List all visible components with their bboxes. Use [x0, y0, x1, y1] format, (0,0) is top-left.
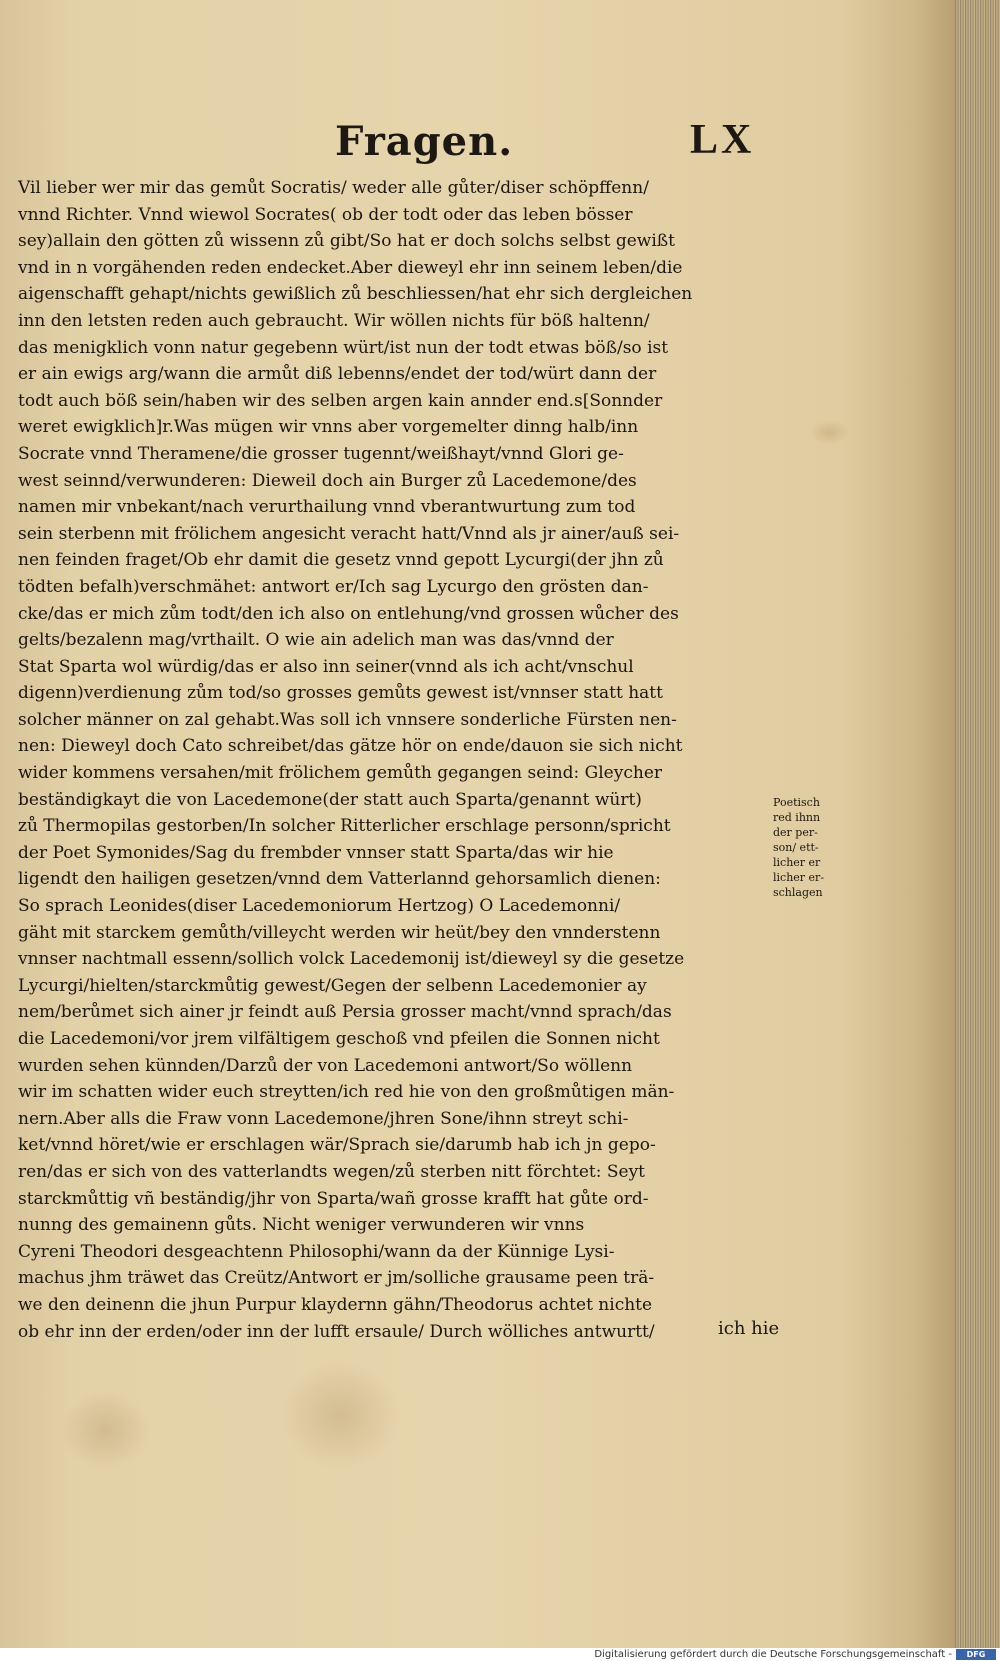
text-line: nem/berůmet sich ainer jr feindt auß Persia grosser macht/vnnd sprach/das	[18, 1002, 672, 1023]
footer-bar	[0, 1648, 1000, 1661]
text-line: namen mir vnbekant/nach verurthailung vnnd vberantwurtung zum tod	[18, 497, 636, 518]
text-line: wider kommens versahen/mit frölichem gemůth gegangen seind: Gleycher	[18, 763, 663, 784]
margin-note-line: son/ ett-	[773, 841, 819, 854]
stain-mark	[280, 1360, 400, 1470]
text-line: der Poet Symonides/Sag du frembder vnnser statt Sparta/das wir hie	[18, 842, 614, 863]
text-line: wir im schatten wider euch streytten/ich red hie von den großmůtigen män-	[18, 1082, 675, 1103]
text-line: starckmůttig vñ beständig/jhr von Sparta/wañ grosse krafft hat gůte ord-	[18, 1188, 649, 1209]
margin-note-line: der per-	[773, 826, 818, 839]
text-line: machus jhm träwet das Creütz/Antwort er jm/solliche grausame peen trä-	[18, 1268, 655, 1289]
margin-note	[773, 795, 853, 900]
text-line: digenn)verdienung zům tod/so grosses gemůts gewest ist/vnnser statt hatt	[18, 683, 663, 704]
text-line: So sprach Leonides(diser Lacedemoniorum Hertzog) O Lacedemonni/	[18, 896, 621, 917]
text-line: vnnser nachtmall essenn/sollich volck Lacedemonij ist/dieweyl sy die gesetze	[18, 949, 685, 970]
text-line: Lycurgi/hielten/starckmůtig gewest/Gegen der selbenn Lacedemonier ay	[18, 975, 647, 996]
page-edges	[955, 0, 1000, 1648]
text-line: weret ewigklich]r.Was mügen wir vnns aber vorgemelter dinng halb/inn	[18, 417, 639, 438]
text-line: nern.Aber alls die Fraw vonn Lacedemone/jhren Sone/ihnn streyt schi-	[18, 1108, 629, 1129]
text-line: inn den letsten reden auch gebraucht. Wir wöllen nichts für böß haltenn/	[18, 310, 650, 331]
text-line: gäht mit starckem gemůth/villeycht werden wir heüt/bey den vnnderstenn	[18, 922, 661, 943]
text-line: solcher männer on zal gehabt.Was soll ich vnnsere sonderliche Fürsten nen-	[18, 709, 677, 730]
stain-mark	[810, 420, 850, 445]
text-line: er ain ewigs arg/wann die armůt diß lebenns/endet der tod/würt dann der	[18, 364, 657, 385]
text-line: vnd in n vorgähenden reden endecket.Aber dieweyl ehr inn seinem leben/die	[18, 257, 683, 278]
margin-note-line: licher er-	[773, 871, 825, 884]
margin-note-line: schlagen	[773, 886, 823, 899]
main-text-block	[18, 175, 770, 1345]
text-line: zů Thermopilas gestorben/In solcher Ritterlicher erschlage personn/spricht	[18, 816, 671, 837]
text-line: Cyreni Theodori desgeachtenn Philosophi/wann da der Künnige Lysi-	[18, 1241, 615, 1262]
text-line: ren/das er sich von des vatterlandts wegen/zů sterben nitt förchtet: Seyt	[18, 1161, 645, 1182]
text-line: Vil lieber wer mir das gemůt Socratis/ weder alle gůter/diser schöpffenn/	[18, 178, 649, 198]
text-line: wurden sehen künnden/Darzů der von Lacedemoni antwort/So wöllenn	[18, 1055, 633, 1076]
text-line: ket/vnnd höret/wie er erschlagen wär/Sprach sie/darumb hab ich jn gepo-	[18, 1135, 656, 1156]
text-line: vnnd Richter. Vnnd wiewol Socrates( ob der todt oder das leben bösser	[18, 204, 633, 225]
text-line: cke/das er mich zům todt/den ich also on entlehung/vnd grossen wůcher des	[18, 603, 679, 624]
text-line: nen: Dieweyl doch Cato schreibet/das gätze hör on ende/dauon sie sich nicht	[18, 736, 683, 757]
margin-note-line: Poetisch	[773, 796, 820, 809]
text-line: sey)allain den götten zů wissenn zů gibt/So hat er doch solchs selbst gewißt	[18, 231, 675, 252]
margin-note-line: red ihnn	[773, 811, 821, 824]
text-line: sein sterbenn mit frölichem angesicht veracht hatt/Vnnd als jr ainer/auß sei-	[18, 523, 680, 544]
folio-number: LX	[690, 117, 755, 163]
text-line: we den deinenn die jhun Purpur klaydernn gähn/Theodorus achtet nichte	[18, 1294, 653, 1315]
text-line: nunng des gemainenn gůts. Nicht weniger verwunderen wir vnns	[18, 1215, 585, 1236]
dfg-logo: DFG	[956, 1649, 996, 1660]
page-header-title: Fragen.	[335, 118, 514, 165]
text-line: die Lacedemoni/vor jrem vilfältigem geschoß vnd pfeilen die Sonnen nicht	[18, 1029, 660, 1049]
digitization-credit: Digitalisierung gefördert durch die Deutsche Forschungsgemeinschaft -	[594, 1649, 952, 1660]
text-line: tödten befalh)verschmähet: antwort er/Ich sag Lycurgo den grösten dan-	[18, 576, 649, 597]
text-line: ob ehr inn der erden/oder inn der lufft ersaule/ Durch wölliches antwurtt/	[18, 1321, 655, 1342]
stain-mark	[60, 1390, 150, 1470]
catchword: ich hie	[718, 1318, 780, 1339]
text-line: Socrate vnnd Theramene/die grosser tugennt/weißhayt/vnnd Glori ge-	[18, 443, 624, 464]
text-line: ligendt den hailigen gesetzen/vnnd dem Vatterlannd gehorsamlich dienen:	[18, 869, 661, 890]
text-line: west seinnd/verwunderen: Dieweil doch ain Burger zů Lacedemone/des	[18, 470, 637, 491]
text-line: gelts/bezalenn mag/vrthailt. O wie ain adelich man was das/vnnd der	[18, 630, 614, 651]
margin-note-line: licher er	[773, 856, 821, 869]
text-line: Stat Sparta wol würdig/das er also inn seiner(vnnd als ich acht/vnschul	[18, 656, 634, 677]
text-line: beständigkayt die von Lacedemone(der statt auch Sparta/genannt würt)	[18, 789, 642, 810]
text-line: nen feinden fraget/Ob ehr damit die gesetz vnnd gepott Lycurgi(der jhn zů	[18, 550, 664, 571]
text-line: todt auch böß sein/haben wir des selben argen kain annder end.s[Sonnder	[18, 390, 663, 411]
text-line: das menigklich vonn natur gegebenn würt/ist nun der todt etwas böß/so ist	[18, 337, 669, 358]
text-line: aigenschafft gehapt/nichts gewißlich zů beschliessen/hat ehr sich dergleichen	[18, 284, 693, 305]
